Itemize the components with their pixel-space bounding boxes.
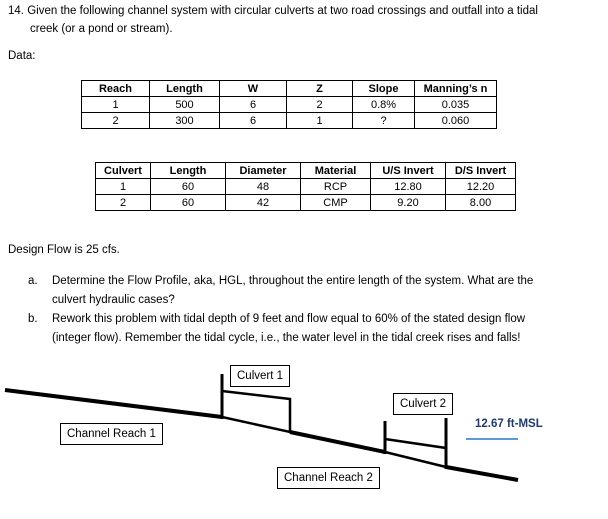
table-row: [82, 113, 497, 129]
data-label: Data:: [8, 50, 36, 62]
table-cell: 1: [287, 113, 353, 129]
list-marker: b.: [28, 313, 38, 325]
reach-table: [81, 80, 497, 129]
culvert-1-barrel: [222, 391, 290, 432]
table-cell: 500: [150, 97, 220, 113]
list-item: [28, 272, 598, 310]
header-cell: Length: [150, 81, 220, 97]
header-cell: Length: [151, 163, 226, 179]
header-cell: Material: [301, 163, 371, 179]
table-cell: 1: [96, 179, 151, 195]
table-cell: 2: [82, 113, 150, 129]
task-text-line: (integer flow). Remember the tidal cycle, i.e., the water level in the tidal creek rises and falls!: [52, 332, 521, 344]
header-cell: W: [220, 81, 287, 97]
header-cell: Culvert: [96, 163, 151, 179]
problem-statement: [8, 2, 598, 38]
list-item: [28, 310, 598, 348]
reach-table-header: [82, 81, 497, 97]
design-flow: Design Flow is 25 cfs.: [8, 244, 120, 256]
table-row: [96, 179, 516, 195]
header-cell: Reach: [82, 81, 150, 97]
header-cell: D/S Invert: [446, 163, 516, 179]
table-cell: 60: [151, 179, 226, 195]
channel-reach-2-label: Channel Reach 2: [277, 467, 380, 489]
table-cell: 1: [82, 97, 150, 113]
task-text-line: Rework this problem with tidal depth of 9 feet and flow equal to 60% of the stated design flow: [52, 313, 526, 325]
channel-reach-1-label: Channel Reach 1: [60, 423, 163, 445]
problem-number: 14.: [8, 5, 24, 17]
task-text-line: culvert hydraulic cases?: [52, 294, 175, 306]
table-cell: 0.060: [415, 113, 497, 129]
table-cell: 2: [287, 97, 353, 113]
header-cell: Diameter: [226, 163, 301, 179]
task-text-line: Determine the Flow Profile, aka, HGL, throughout the entire length of the system. What are the: [52, 275, 534, 287]
table-cell: 42: [226, 195, 301, 211]
table-cell: 6: [220, 97, 287, 113]
culvert-table: [95, 162, 516, 211]
task-list: [28, 272, 598, 348]
table-cell: 6: [220, 113, 287, 129]
channel-reach-1-bed: [5, 390, 222, 417]
table-cell: 8.00: [446, 195, 516, 211]
table-cell: 2: [96, 195, 151, 211]
table-cell: 300: [150, 113, 220, 129]
header-cell: Slope: [353, 81, 415, 97]
table-row: [82, 97, 497, 113]
table-cell: 12.80: [371, 179, 446, 195]
header-cell: Z: [287, 81, 353, 97]
header-cell: Manning’s n: [415, 81, 497, 97]
table-row: [96, 195, 516, 211]
outfall-channel-bed: [446, 467, 518, 480]
culvert-2-label: Culvert 2: [393, 393, 453, 415]
culvert-table-header: [96, 163, 516, 179]
list-marker: a.: [28, 275, 38, 287]
culvert-2-barrel: [385, 439, 446, 467]
table-cell: 9.20: [371, 195, 446, 211]
table-cell: CMP: [301, 195, 371, 211]
table-cell: RCP: [301, 179, 371, 195]
tidal-level-label: 12.67 ft-MSL: [475, 418, 543, 430]
problem-line-2: creek (or a pond or stream).: [30, 23, 173, 35]
table-cell: 60: [151, 195, 226, 211]
table-cell: 12.20: [446, 179, 516, 195]
table-cell: 0.035: [415, 97, 497, 113]
problem-line-1: 14. Given the following channel system with circular culverts at two road crossings and outfall into a tidal: [8, 5, 538, 17]
culvert-1-label: Culvert 1: [230, 365, 290, 387]
table-cell: ?: [353, 113, 415, 129]
channel-reach-2-bed: [290, 432, 385, 452]
table-cell: 0.8%: [353, 97, 415, 113]
header-cell: U/S Invert: [371, 163, 446, 179]
table-cell: 48: [226, 179, 301, 195]
